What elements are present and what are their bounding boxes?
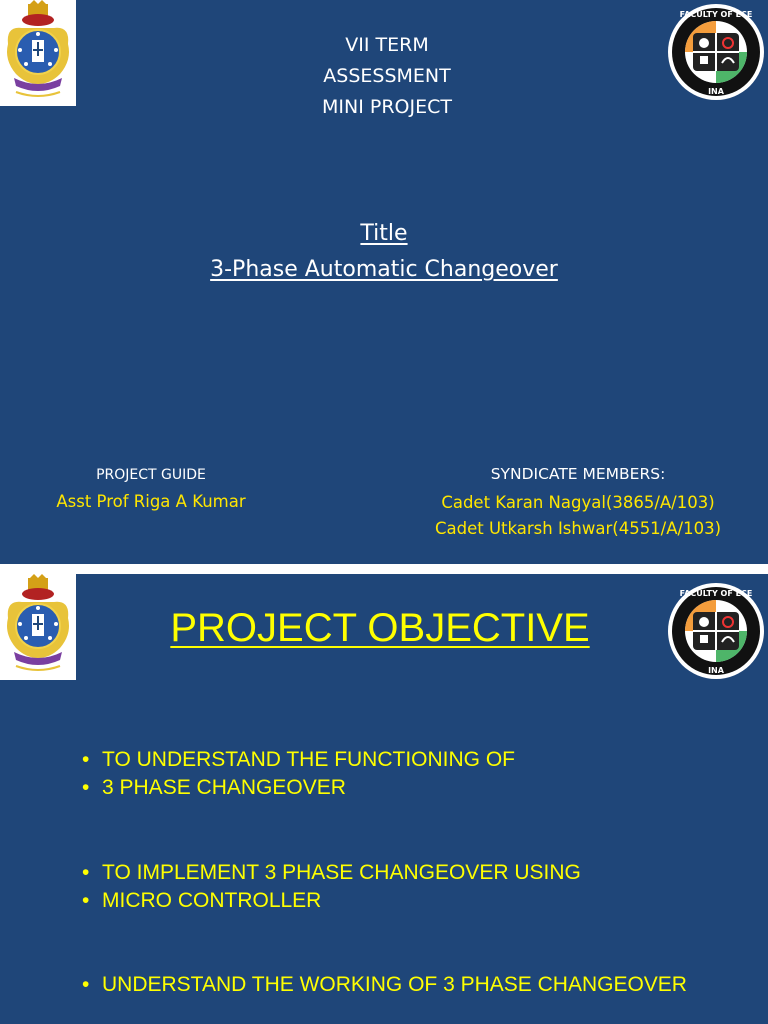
assessment-line: ASSESSMENT <box>323 65 451 87</box>
member-name: Cadet Karan Nagyal(3865/A/103) <box>441 493 715 512</box>
naval-academy-crest-icon <box>0 574 76 680</box>
syndicate-members-heading: SYNDICATE MEMBERS: <box>490 465 666 483</box>
term-line: VII TERM <box>345 34 429 56</box>
objective-bullet <box>82 889 321 913</box>
objective-bullet <box>82 748 515 772</box>
objective-bullet <box>82 973 687 997</box>
bullet-text: 3 PHASE CHANGEOVER <box>102 776 346 799</box>
bullet-text: MICRO CONTROLLER <box>102 889 322 912</box>
title-label: Title <box>360 221 408 246</box>
badge-top-text: FACULTY OF ECE <box>679 10 753 19</box>
bullet-text: TO IMPLEMENT 3 PHASE CHANGEOVER USING <box>102 861 581 884</box>
objective-slide <box>0 574 768 1024</box>
badge-bottom-text: INA <box>708 666 724 675</box>
term-header <box>237 30 537 123</box>
project-title-block <box>134 216 634 288</box>
bullet-text: TO UNDERSTAND THE FUNCTIONING OF <box>102 748 516 771</box>
project-guide-heading: PROJECT GUIDE <box>96 467 206 483</box>
faculty-of-ece-badge-icon <box>667 582 765 680</box>
project-objective-heading: PROJECT OBJECTIVE <box>170 606 590 650</box>
objective-bullet <box>82 861 581 885</box>
badge-bottom-text: INA <box>708 87 724 96</box>
faculty-of-ece-badge-icon <box>667 3 765 101</box>
naval-academy-crest-icon <box>0 0 76 106</box>
project-guide-name: Asst Prof Riga A Kumar <box>56 492 246 511</box>
syndicate-members-list <box>418 490 738 542</box>
slide-divider <box>0 564 768 574</box>
project-title: 3-Phase Automatic Changeover <box>210 257 558 282</box>
badge-top-text: FACULTY OF ECE <box>679 589 753 598</box>
objective-bullet <box>82 776 346 800</box>
mini-project-line: MINI PROJECT <box>322 96 452 118</box>
bullet-text: UNDERSTAND THE WORKING OF 3 PHASE CHANGEOVER <box>102 973 687 996</box>
member-name: Cadet Utkarsh Ishwar(4551/A/103) <box>434 519 722 538</box>
